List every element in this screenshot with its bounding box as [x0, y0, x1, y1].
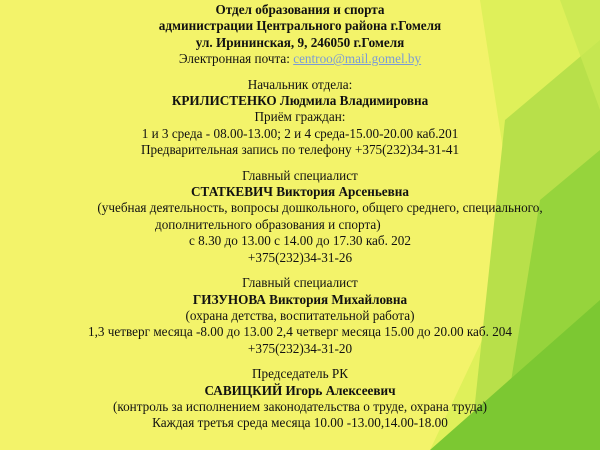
section-4-role: Председатель РК	[251, 366, 349, 382]
section-2-hours: с 8.30 до 13.00 с 14.00 до 17.30 каб. 202	[189, 233, 411, 249]
section-1-phone: Предварительная запись по телефону +375(232)34-31-41	[140, 142, 460, 158]
section-1-hours: 1 и 3 среда - 08.00-13.00; 2 и 4 среда-15.00-20.00 каб.201	[141, 125, 459, 141]
section-2-name: СТАТКЕВИЧ Виктория Арсеньевна	[191, 184, 409, 200]
section-2-role: Главный специалист	[242, 167, 358, 183]
section-3-hours: 1,3 четверг месяца -8.00 до 13.00 2,4 четверг месяца 15.00 до 20.00 каб. 204	[88, 324, 512, 340]
email-label: Электронная почта:	[178, 51, 290, 67]
section-4-duties: (контроль за исполнением законодательства о труде, охрана труда)	[112, 398, 488, 414]
section-4-name: САВИЦКИЙ Игорь Алексеевич	[204, 382, 396, 398]
email-row	[0, 51, 600, 67]
section-2-duties: (учебная деятельность, вопросы дошкольного, общего среднего, специального,	[97, 200, 543, 216]
section-1-role: Начальник отдела:	[247, 76, 353, 92]
section-3-duties: (охрана детства, воспитательной работа)	[185, 307, 415, 323]
section-2-duties-cont: дополнительного образования и спорта)	[155, 216, 381, 232]
section-2-phone: +375(232)34-31-26	[247, 249, 353, 265]
section-1-name: КРИЛИСТЕНКО Людмила Владимировна	[171, 93, 429, 109]
section-4-hours: Каждая третья среда месяца 10.00 -13.00,14.00-18.00	[152, 415, 448, 431]
org-title: Отдел образования и спорта	[215, 2, 385, 17]
section-1-reception: Приём граждан:	[254, 109, 346, 125]
section-3-phone: +375(232)34-31-20	[247, 340, 353, 356]
contact-info	[0, 2, 600, 432]
org-address: ул. Ирининская, 9, 246050 г.Гомеля	[195, 34, 405, 50]
section-3-name: ГИЗУНОВА Виктория Михайловна	[192, 291, 408, 307]
email-link[interactable]: centroo@mail.gomel.by	[293, 51, 422, 67]
org-admin: администрации Центрального района г.Гомеля	[158, 18, 442, 34]
section-3-role: Главный специалист	[242, 275, 358, 291]
